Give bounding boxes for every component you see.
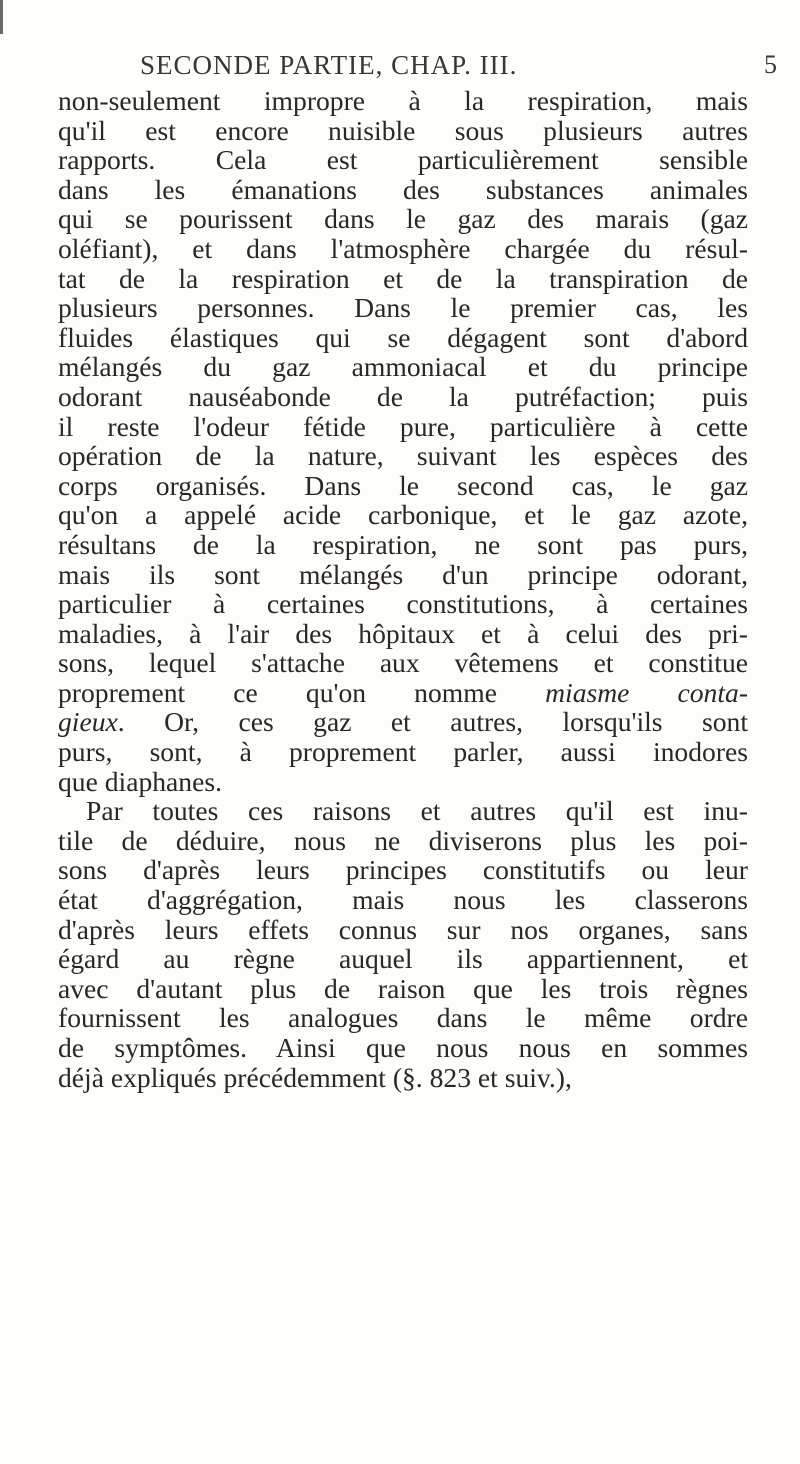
text-line: fournissent les analogues dans le même ordre: [58, 1002, 748, 1034]
text-line: d'après leurs effets connus sur nos organes, sans: [58, 913, 748, 945]
text-line: état d'aggrégation, mais nous les classerons: [58, 884, 748, 916]
text-line: mais ils sont mélangés d'un principe odorant,: [58, 558, 748, 590]
italic-term: miasme conta-: [545, 676, 749, 708]
text-line: purs, sont, à proprement parler, aussi inodores: [58, 736, 748, 768]
text-segment-rest: . Or, ces gaz et autres, lorsqu'ils sont: [117, 706, 748, 738]
text-line-with-emphasis: [58, 678, 748, 708]
page-number: 5: [764, 50, 778, 79]
paragraph-end-line: que diaphanes.: [58, 765, 222, 797]
text-line: non-seulement impropre à la respiration, mais: [58, 85, 748, 116]
text-line: corps organisés. Dans le second cas, le gaz: [58, 469, 748, 501]
text-line: dans les émanations des substances animales: [58, 173, 748, 205]
text-line: odorant nauséabonde de la putréfaction; puis: [58, 380, 748, 412]
text-line: rapports. Cela est particulièrement sensible: [58, 144, 748, 176]
italic-term: gieux: [58, 706, 118, 738]
text-line: sons d'après leurs principes constitutifs ou leur: [58, 854, 748, 886]
text-line: maladies, à l'air des hôpitaux et à celui des pri-: [58, 617, 748, 649]
text-line: sons, lequel s'attache aux vêtemens et constitue: [58, 647, 748, 679]
text-line: tat de la respiration et de la transpiration de: [58, 262, 748, 294]
text-line: mélangés du gaz ammoniacal et du principe: [58, 351, 748, 383]
text-line-with-emphasis: [58, 707, 748, 737]
text-line: opération de la nature, suivant les espèces des: [58, 440, 748, 472]
running-head: SECONDE PARTIE, CHAP. III.: [140, 50, 518, 80]
text-line: plusieurs personnes. Dans le premier cas, les: [58, 292, 748, 324]
text-line: avec d'autant plus de raison que les trois règnes: [58, 972, 748, 1004]
text-line: oléfiant), et dans l'atmosphère chargée du résul-: [58, 232, 748, 264]
text-line: résultans de la respiration, ne sont pas purs,: [58, 528, 748, 560]
text-line: égard au règne auquel ils appartiennent, et: [58, 943, 748, 975]
text-line: qui se pourissent dans le gaz des marais (gaz: [58, 203, 748, 235]
page-edge-rule: [0, 0, 3, 34]
page-header: [140, 50, 778, 84]
paragraph-start-line: Par toutes ces raisons et autres qu'il est inu-: [86, 795, 748, 827]
text-line: de symptômes. Ainsi que nous nous en sommes: [58, 1032, 748, 1063]
text-segment: proprement ce qu'on nomme: [58, 676, 497, 708]
body-text: [58, 86, 748, 1092]
text-line: tile de déduire, nous ne diviserons plus les poi-: [58, 824, 748, 856]
text-line: fluides élastiques qui se dégagent sont d'abord: [58, 321, 748, 353]
text-line: particulier à certaines constitutions, à certaines: [58, 588, 748, 620]
text-line: déjà expliqués précédemment (§. 823 et suiv.),: [58, 1061, 572, 1093]
text-line: qu'il est encore nuisible sous plusieurs autres: [58, 114, 748, 146]
text-line: qu'on a appelé acide carbonique, et le gaz azote,: [58, 499, 748, 531]
text-line: il reste l'odeur fétide pure, particulière à cette: [58, 410, 748, 442]
